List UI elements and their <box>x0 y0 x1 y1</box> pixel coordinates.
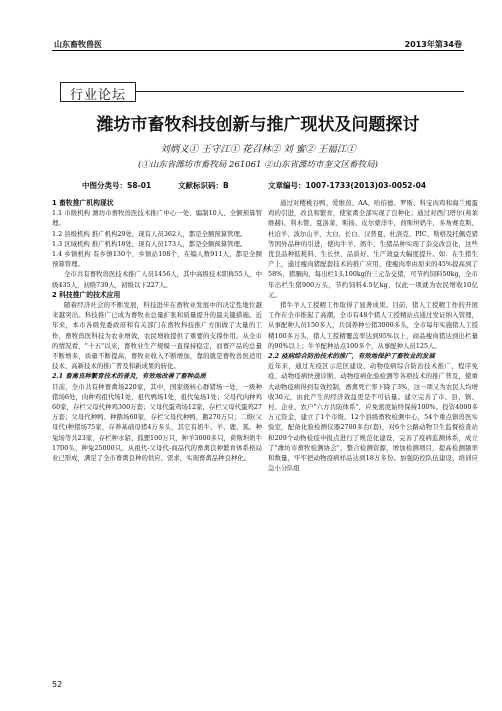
article-number: 文章编号：1007-1733(2013)03-0052-04 <box>268 181 427 190</box>
clc-number: 中图分类号：S8-01 <box>82 181 152 190</box>
paragraph: 近年来，通过无疫区示范区建设、动物疫病综合防治技术推广、程序免疫、动物疫病快速诊断、动物疫病化验检测等各项技术的推广普及，使重大动物疫病得到有效控制，畜禽死亡率下降了3%，这一项又为农民人均增收30元，由此产生的经济效益更是不可估量。建立完善了市、县、镇、村、企业、农户"六方共防体系"，应免密度始终保持100%。投资4000多万元资金，建立了1个市级、12个县级畜牧检测中心，54个重点镇兽医实验室，配备化验检测仪器2700多台(套)，对6个公路动物卫生监督检查站和209个动物检疫申报点进行了规范化建设，完善了疫病监测体系，成立了"潍坊市畜牧检测协会"，整合检测资源，增加检测项目，提高检测频率和数量，牢牢把动物疫病样品达到18万多份。加强防控队伍建设，培训应急小分队组 <box>268 362 478 473</box>
paragraph: 目前，全市共有种畜禽场220家，其中，国家级核心群猪场一处，一级种猪场6处，肉种鸡祖代场1处，祖代鸭场1处，祖代兔场1处；父母代肉种鸡60家，存栏父母代种鸡300万套；父母代蛋鸡场12家，存栏父母代蛋鸡27万套；父母代种鸭、种鹅场60家，存栏父母代种鸭、鹅270万只；二级(父母代)种猪场75家，存养基础母猪4万多头，其它有奶牛、羊、鹿、狐、种兔场等共23家，存栏种水貂、狐狸100万只，种羊3000多只，荷斯坦奶牛1700头、种兔25000只。从祖代-父母代-商品代的畜禽良种繁育体系格局业已形成，满足了全市畜禽良种的供应、需求，实现畜禽品种良种化。 <box>52 382 262 463</box>
paragraph: 全市共有畜牧兽医技术推广人员1456人，其中高级技术职称55人，中级435人，初级739人，初级以下227人。 <box>52 270 262 289</box>
author-list: 刘炳义① 王守江① 花召林② 刘 蜜② 王福江① <box>160 144 356 155</box>
article-title: 潍坊市畜牧科技创新与推广现状及问题探讨 <box>96 115 420 135</box>
issue-info: 2013年第34卷 <box>404 40 462 49</box>
document-code: 文献标识码：B <box>178 181 229 190</box>
section-heading: 1 畜牧推广机构现状 <box>52 199 114 207</box>
section-heading: 2 科技推广的技术应用 <box>52 290 121 299</box>
section-divider <box>136 91 464 92</box>
paragraph: 猪牛羊人工授精工作取得了显著成果。目前，猪人工授精工作的开展工作在全市推起了高潮，全市有48个猪人工授精站点通过发证纳入管理，从事配种人员150多人，共饲养种公猪3000多头，全市每年实施猪人工授精100多万头，猪人工授精覆盖率达到95%以上，商品瘦肉猪达到出栏量的90%以上；牛羊配种站点100多个，从事配种人员125人。 <box>268 301 478 350</box>
paragraph: 1.4 乡镇机构 有乡镇130个，乡镇站108个，在编人数911人，都是全额预算管理。 <box>52 250 262 269</box>
section-heading: 2.1 畜禽良种繁育技术的普及，有效地改善了畜种品质 <box>52 372 206 381</box>
section-heading: 2.2 疫病综合防治技术的推广，有效地保护了畜牧业的发展 <box>268 352 435 361</box>
paragraph: 1.3 区域机构 推广机构18处，现有人员173人，都是全额预算管理。 <box>52 239 247 248</box>
paragraph: 通过对樱桃谷鸭、爱维茵、AA、哈伯德、罗斯、科宝肉鸡和海兰褐蛋鸡的引进，改良和繁育，使家禽全部实现了良种化；通过对西门塔尔(弗莱维赫)、利木赞、夏洛莱、斯扬、皮尔蒙洋牛，荷斯坦奶牛，多角赛克斯、杜泊羊、波尔山羊，大白、长白、汉普夏、杜洛克、PIC、斯格及托佩克猪等国外品种的引进，使肉牛羊、奶牛、生猪品种实现了杂交改良化，这些优良品种低耗料、生长快、品质好、生产效益大幅度提升。如：在生猪生产上，通过瘦肉猪配套技术的推广应用，使瘦肉率由原来的45%提高到了58%，猪胴肉，每出栏1头100kg的三元杂交猪，可节约饲料50kg，全市年出栏生猪900万头，节约饲料4.5亿kg，仅此一项就为农民增收10亿元。 <box>268 199 478 299</box>
paragraph: 1.1 市级机构 潍坊市畜牧兽医技术推广中心一处、编制10人、全额预算管理。 <box>52 209 262 228</box>
running-header <box>52 39 464 51</box>
affiliation-list: (①山东省潍坊市畜牧局 261061 ②山东省潍坊市奎文区畜牧局) <box>138 160 378 170</box>
page-number: 52 <box>52 680 63 689</box>
section-box <box>60 82 136 102</box>
paragraph: 1.2 县级机构 推广机构29处，现有人员362人，都是全额预算管理。 <box>52 229 247 238</box>
journal-name: 山东畜牧兽医 <box>54 40 102 49</box>
left-column <box>52 198 262 463</box>
right-column <box>268 198 478 473</box>
section-label: 行业论坛 <box>69 88 126 103</box>
paragraph: 随着经济社会的不断发展，科技进步在畜牧业发展中的决定性地位越来越突出。科技推广已成为畜牧业总量扩张和质量提升的最关键措施。近年来，本市各级党委政府和有关部门在畜牧科技推广方面做了大量的工作，畜牧兽医科技为农业增效、农民增收提供了重要的支撑作用。从全市的情况看，"十五"以来，畜牧业生产规模一直保持稳定，而畜产品的总量不断增多，质量不断提高，畜牧业收入不断增加，靠的就是畜牧兽医适用技术、高新技术的推广普及和新成果的转化。 <box>52 301 262 371</box>
